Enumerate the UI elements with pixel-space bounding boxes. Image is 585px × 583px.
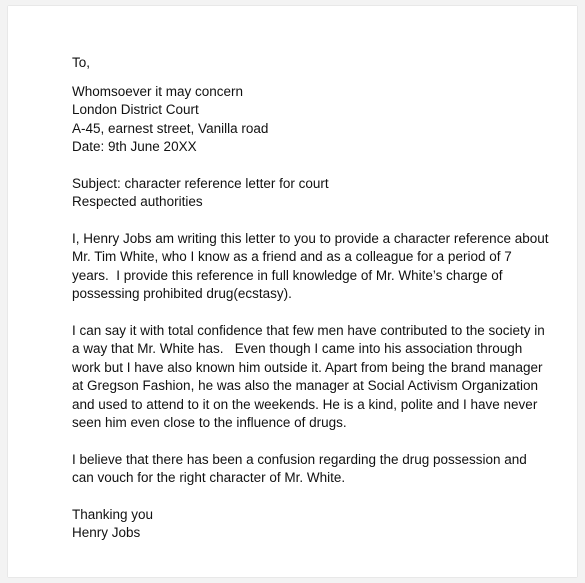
paragraph-line: can vouch for the right character of Mr. White. — [72, 470, 346, 485]
paragraph-line: and used to attend to it on the weekends. He is a kind, polite and I have never — [72, 396, 538, 412]
signature: Henry Jobs — [72, 525, 141, 540]
paragraph-line: work but I have also known him outside it. Apart from being the brand manager — [72, 359, 543, 375]
paragraph-2 — [72, 322, 545, 433]
recipient-line: Whomsoever it may concern — [72, 83, 244, 99]
subject-line: Subject: character reference letter for court — [72, 175, 329, 191]
letter-body — [72, 54, 549, 543]
salutation: To, — [72, 55, 91, 70]
paragraph-line: Mr. Tim White, who I know as a friend and as a colleague for a period of 7 — [72, 249, 512, 264]
letter-date: Date: 9th June 20XX — [72, 139, 197, 154]
closing: Thanking you — [72, 506, 154, 522]
paragraph-line: I, Henry Jobs am writing this letter to you to provide a character reference about — [72, 230, 549, 246]
paragraph-line: years. I provide this reference in full knowledge of Mr. White’s charge of — [72, 267, 503, 283]
paragraph-line: seen him even close to the influence of drugs. — [72, 415, 347, 430]
recipient-line: A-45, earnest street, Vanilla road — [72, 120, 269, 136]
paragraph-line: I believe that there has been a confusion regarding the drug possession and — [72, 451, 527, 467]
paragraph-line: at Gregson Fashion, he was also the manager at Social Activism Organization — [72, 378, 538, 393]
paragraph-3 — [72, 451, 542, 488]
recipient-block — [72, 83, 542, 157]
greeting: Respected authorities — [72, 194, 203, 209]
paragraph-line: a way that Mr. White has. Even though I came into his association through — [72, 341, 523, 356]
paragraph-line: I can say it with total confidence that few men have contributed to the society in — [72, 322, 545, 338]
paragraph-1 — [72, 230, 549, 304]
letter-page — [8, 6, 577, 577]
recipient-line: London District Court — [72, 102, 199, 117]
paragraph-line: possessing prohibited drug(ecstasy). — [72, 286, 292, 301]
